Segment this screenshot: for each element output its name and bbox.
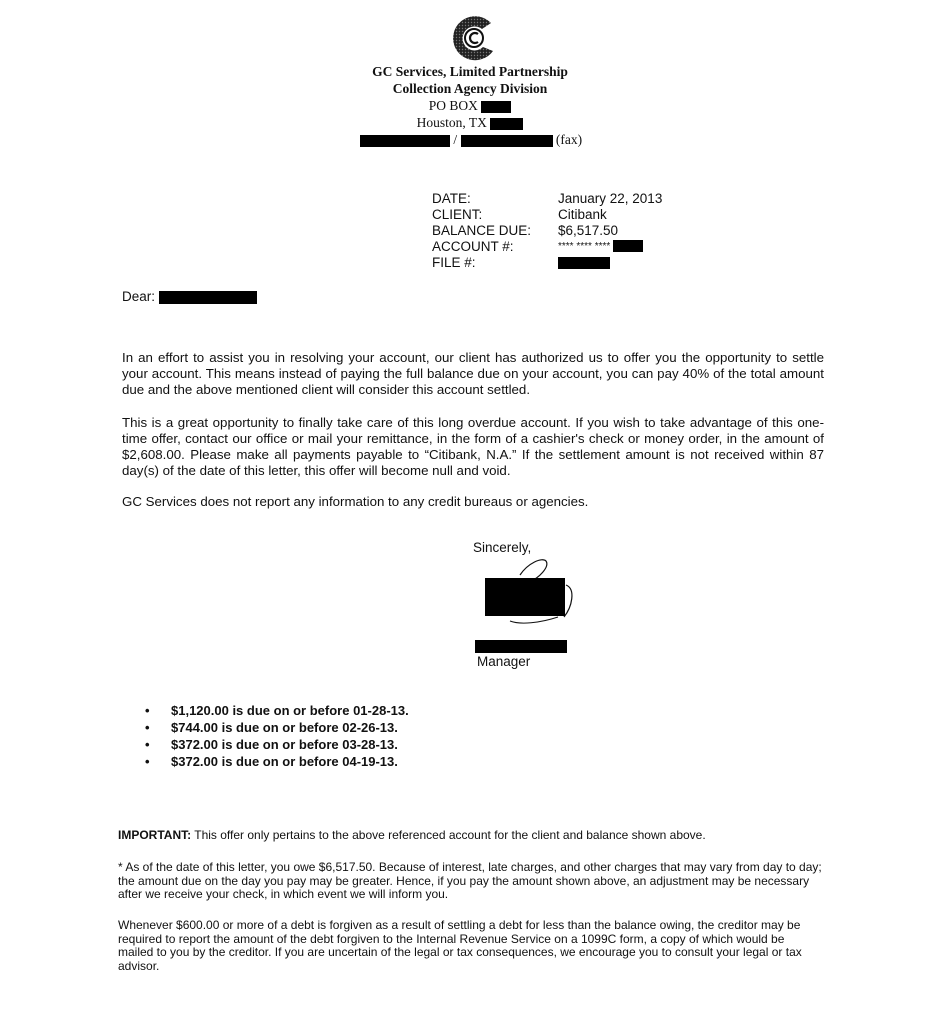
important-notice: [118, 829, 822, 843]
redaction-recipient: [159, 291, 257, 304]
date-label: DATE:: [432, 191, 471, 206]
signer-title: Manager: [477, 654, 531, 669]
body-paragraph-3: GC Services does not report any information to any credit bureaus or agencies.: [122, 494, 589, 509]
balance-value: $6,517.50: [558, 223, 619, 238]
redaction-account: [613, 240, 643, 252]
payment-item: • $372.00 is due on or before 04-19-13.: [145, 753, 409, 770]
important-text: This offer only pertains to the above referenced account for the client and balance shown above.: [194, 828, 706, 842]
client-label: CLIENT:: [432, 207, 483, 222]
greeting: [122, 289, 257, 304]
footnote-balance: * As of the date of this letter, you owe $6,517.50. Because of interest, late charges, and other charges that may vary from day to day; the amount due on the day you pay may be greater. Hence, if you pay the amount shown above, an adjustment may be necessary after we receive your check, in which event we will inform you.: [118, 860, 822, 901]
redaction-phone: [360, 135, 450, 147]
gc-logo: [449, 15, 499, 61]
redaction-file: [558, 257, 610, 269]
payment-item: • $744.00 is due on or before 02-26-13.: [145, 719, 409, 736]
po-box-line: [300, 97, 640, 114]
body-paragraph-1: In an effort to assist you in resolving your account, our client has authorized us to offer you the opportunity to settle your account. This means instead of paying the full balance due on your account, you can pay 40% of the total amount due and the above mentioned client will consider this account settled.: [122, 350, 824, 397]
payment-schedule: [145, 702, 409, 770]
account-value: [558, 239, 643, 255]
redaction-zip: [490, 118, 523, 130]
phone-separator: /: [453, 132, 458, 147]
fax-label: (fax): [555, 132, 583, 147]
account-mask: **** **** ****: [558, 241, 611, 252]
company-name: GC Services, Limited Partnership: [372, 64, 568, 79]
city-label: Houston, TX: [416, 115, 487, 130]
date-value: January 22, 2013: [558, 191, 663, 206]
payment-item: • $372.00 is due on or before 03-28-13.: [145, 736, 409, 753]
payment-item: • $1,120.00 is due on or before 01-28-13.: [145, 702, 409, 719]
redaction-po-box: [481, 101, 511, 113]
phone-line: [360, 131, 620, 148]
city-line: [300, 114, 640, 131]
account-label: ACCOUNT #:: [432, 239, 514, 254]
important-label: IMPORTANT:: [118, 828, 192, 842]
sincerely: Sincerely,: [473, 540, 532, 555]
balance-label: BALANCE DUE:: [432, 223, 532, 238]
redaction-signature: [485, 578, 565, 616]
redaction-signer-name: [475, 640, 567, 653]
redaction-fax: [461, 135, 553, 147]
division-name: Collection Agency Division: [392, 81, 548, 96]
po-box-label: PO BOX: [428, 98, 478, 113]
client-value: Citibank: [558, 207, 607, 222]
greeting-label: Dear:: [122, 289, 156, 304]
footnote-tax: Whenever $600.00 or more of a debt is forgiven as a result of settling a debt for less than the balance owing, the creditor may be required to report the amount of the debt forgiven to the Internal Revenue Service on a 1099C form, a copy of which would be mailed to you by the creditor. If you are uncertain of the legal or tax consequences, we encourage you to consult your legal or tax advisor.: [118, 918, 802, 973]
file-label: FILE #:: [432, 255, 476, 270]
body-paragraph-2: This is a great opportunity to finally take care of this long overdue account. If you wish to take advantage of this one-time offer, contact our office or mail your remittance, in the form of a cashier's check or money order, in the amount of $2,608.00. Please make all payments payable to “Citibank, N.A.” If the settlement amount is not received within 87 day(s) of the date of this letter, this offer will become null and void.: [122, 415, 824, 478]
